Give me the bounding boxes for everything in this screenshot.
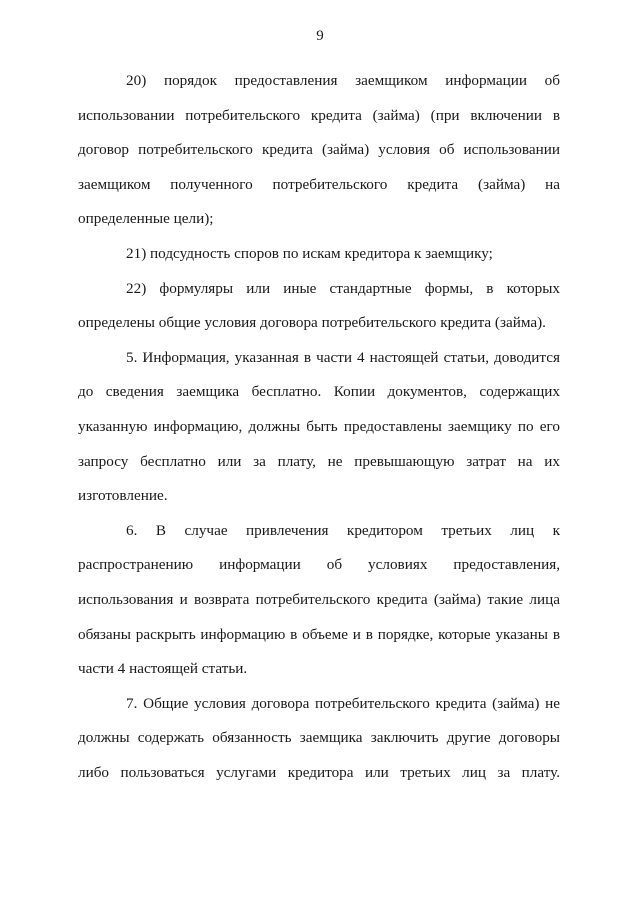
page-number: 9 <box>316 28 324 44</box>
section-paragraph-6: 6. В случае привлечения кредитором третьих лиц к распространению информации об условиях предоставления, использования и возврата потребительского кредита (займа) такие лица обязаны раскрыть информацию в объеме и в порядке, которые указаны в части 4 настоящей статьи. <box>78 521 560 678</box>
list-item-22: 22) формуляры или иные стандартные формы, в которых определены общие условия договора потребительского кредита (займа). <box>78 279 560 332</box>
section-paragraph-5: 5. Информация, указанная в части 4 настоящей статьи, доводится до сведения заемщика бесплатно. Копии документов, содержащих указанную информацию, должны быть предоставлены заемщику по его запросу бесплатно или за плату, не превышающую затрат на их изготовление. <box>78 348 560 505</box>
list-item-20: 20) порядок предоставления заемщиком информации об использовании потребительского кредита (займа) (при включении в договор потребительского кредита (займа) условия об использовании заемщиком полученного потребительского кредита (займа) на определенные цели); <box>78 72 560 228</box>
section-paragraph-7: 7. Общие условия договора потребительского кредита (займа) не должны содержать обязанность заемщика заключить другие договоры либо пользоваться услугами кредитора или третьих лиц за плату. <box>78 694 560 781</box>
list-item-21: 21) подсудность споров по искам кредитора к заемщику; <box>126 244 493 262</box>
document-body <box>78 64 560 790</box>
